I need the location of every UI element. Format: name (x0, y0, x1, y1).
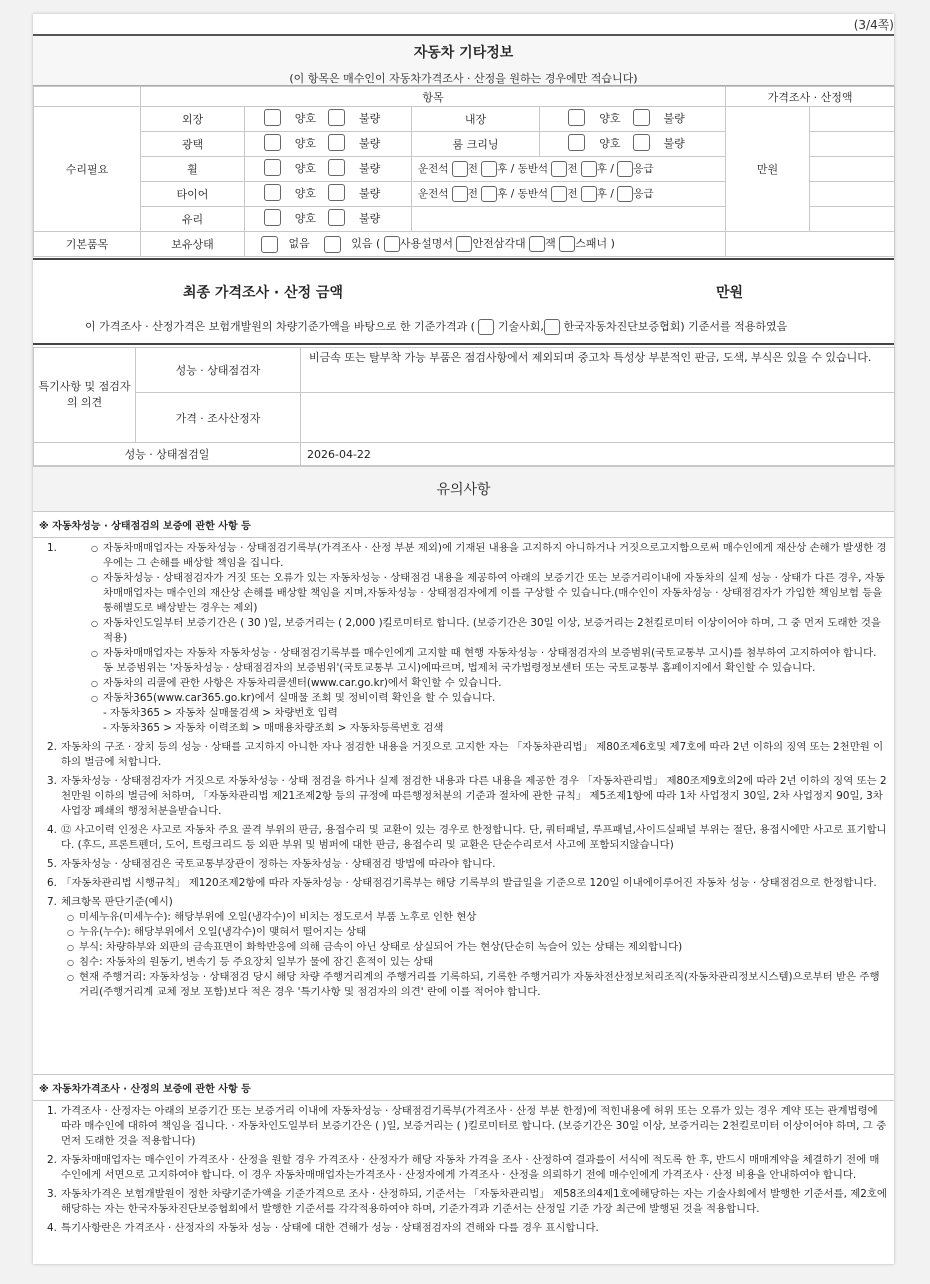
bad-label: 불량 (359, 136, 381, 150)
repair-group-label: 수리필요 (34, 107, 141, 232)
manual-label: 사용설명서 (399, 237, 453, 251)
triangle-label: 안전삼각대 (472, 237, 526, 251)
tire-passenger-front-checkbox[interactable] (551, 186, 567, 202)
page-number: (3/4쪽) (853, 18, 894, 32)
spanner-label: 스패너 ) (575, 237, 615, 251)
list-item (37, 1187, 888, 1217)
gloss-good-checkbox[interactable] (264, 134, 281, 151)
seat-rear-label: 후 / 동반석 (497, 188, 549, 200)
row-room-cleaning: 룸 크리닝 (412, 132, 540, 157)
list-item (37, 774, 888, 819)
item-text: 자동차의 구조 · 장치 등의 성능 · 상태를 고지하지 아니한 자나 점검한 내용을 거짓으로 고지한 자는 「자동차관리법」 제80조제6호및 제7호에 따라 2년 이하의 징역 또는 2천만원 이하의 벌금에 처합니다. (61, 741, 884, 768)
item-number: 1. (47, 1105, 57, 1117)
item-text: 자동차매매업자는 매수인이 가격조사 · 산정을 원할 경우 가격조사 · 산정자가 해당 자동차 가격을 조사 · 산정하여 결과를이 서식에 적도록 한 후, 반드시 매매계약을 체결하기 전에 매수인에게 서면으로 고지하여야 합니다. 이 경우 자동차매매업자는가격조사 · 산정자에게 가격조사 · 산정을 의뢰하기 전에 매수인에게 가격조사 · 산정 비용을 안내하여야 합니다. (61, 1154, 880, 1181)
list-item (37, 823, 888, 853)
exterior-bad-checkbox[interactable] (328, 109, 345, 126)
final-price-note (85, 318, 787, 335)
seat-front-label: 전 (567, 163, 578, 175)
inspector-label: 성능 · 상태점검자 (136, 348, 301, 393)
guide-heading: ※ 자동차가격조사 · 산정의 보증에 관한 사항 등 (33, 1075, 894, 1101)
good-label: 양호 (294, 211, 316, 225)
bad-label: 불량 (663, 136, 685, 150)
glass-bad-checkbox[interactable] (328, 209, 345, 226)
seat-rear-label: 후 / 동반석 (497, 163, 549, 175)
list-item: ○ 부식: 차량하부와 외판의 금속표면이 화학반응에 의해 금속이 아닌 상태로 상실되어 가는 현상(단순히 녹슬어 있는 상태는 제외합니다) (67, 940, 888, 955)
owned-none-checkbox[interactable] (261, 236, 278, 253)
seat-front-label: 전 (467, 188, 478, 200)
col-item-header: 항목 (141, 87, 726, 107)
list-item (37, 541, 888, 736)
seat-rear-label: 후 / (596, 188, 614, 200)
list-item: ○ 자동차의 리콜에 관한 사항은 자동차리콜센터(www.car.go.kr)에서 확인할 수 있습니다. (91, 676, 888, 691)
wheel-bad-checkbox[interactable] (328, 159, 345, 176)
tire-bad-checkbox[interactable] (328, 184, 345, 201)
inspector-opinion: 비금속 또는 탈부착 가능 부품은 점검사항에서 제외되며 중고차 특성상 부분적인 판금, 도색, 부식은 있을 수 있습니다. (301, 348, 895, 393)
list-item (37, 1104, 888, 1149)
list-item: ○ 미세누유(미세누수): 해당부위에 오일(냉각수)이 비치는 정도로서 부품 노후로 인한 현상 (67, 910, 888, 925)
row-tire: 타이어 (141, 182, 245, 207)
item-number: 3. (47, 775, 57, 787)
list-item: ○ 자동차365(www.car365.go.kr)에서 실매물 조회 및 정비이력 확인을 할 수 있습니다. (91, 691, 888, 706)
list-item: ○ 자동차인도일부터 보증기간은 ( 30 )일, 보증거리는 ( 2,000 )킬로미터로 합니다. (보증기간은 30일 이상, 보증거리는 2천킬로미터 이상이어야 하며, 그 중 먼저 도래한 것을 적용) (91, 616, 888, 646)
list-item: ○ 자동차매매업자는 자동차 자동차성능 · 상태점검기록부를 매수인에게 고지할 때 현행 자동차성능 · 상태점검자의 보증범위(국토교통부 고시)를 첨부하여 고지하여야 합니다. 동 보증범위는 '자동차성능 · 상태점검자의 보증범위'(국토교통부 고시)에따르며, 법제처 국가법령정보센터 또는 국토교통부 홈페이지에서 확인할 수 있습니다. (91, 646, 888, 676)
list-item: ○ 자동차매매업자는 자동차성능 · 상태점검기록부(가격조사 · 산정 부분 제외)에 기재된 내용을 고지하지 아니하거나 거짓으로고지함으로써 매수인에게 재산상 손해가 발생한 경우에는 그 손해를 배상할 책임을 집니다. (91, 541, 888, 571)
list-item: ○ 현재 주행거리: 자동차성능 · 상태점검 당시 해당 차량 주행거리계의 주행거리를 기록하되, 기록한 주행거리가 자동차전산정보처리조직(자동차관리정보시스템)으로부터 받은 주행거리(주행거리계 교체 정보 포함)보다 적은 경우 '특기사항 및 점검자의 의견' 란에 이를 적어야 합니다. (67, 970, 888, 1000)
section-subtitle: (이 항목은 매수인이 자동차가격조사 · 산정을 원하는 경우에만 적습니다) (289, 72, 638, 85)
owned-none-label: 없음 (288, 237, 310, 251)
inspection-date-label: 성능 · 상태점검일 (34, 443, 301, 466)
diagnosis-assoc-checkbox[interactable] (544, 319, 560, 335)
list-item (37, 1221, 888, 1236)
room-good-checkbox[interactable] (568, 134, 585, 151)
seat-emergency-label: 응급 (633, 163, 654, 175)
jack-checkbox[interactable] (529, 236, 545, 252)
item-number: 7. (47, 896, 57, 908)
item-text: 체크항목 판단기준(예시) (61, 896, 173, 908)
list-item: ○ 누유(누수): 해당부위에서 오일(냉각수)이 맺혀서 떨어지는 상태 (67, 925, 888, 940)
bad-label: 불량 (359, 111, 381, 125)
inspection-date-value: 2026-04-22 (301, 443, 895, 466)
guide-price (33, 1074, 894, 1240)
final-price-section (33, 258, 894, 345)
row-wheel: 휠 (141, 157, 245, 182)
notice-title: 유의사항 (33, 466, 894, 512)
list-item (37, 740, 888, 770)
good-label: 양호 (599, 111, 621, 125)
tire-good-checkbox[interactable] (264, 184, 281, 201)
list-item: - 자동차365 > 자동차 이력조회 > 매매용차량조회 > 자동차등록번호 검색 (103, 722, 444, 734)
wheel-emergency-checkbox[interactable] (617, 161, 633, 177)
item-number: 4. (47, 824, 57, 836)
seat-driver-label: 운전석 (418, 188, 449, 200)
owned-have-checkbox[interactable] (324, 236, 341, 253)
seat-driver-label: 운전석 (418, 163, 449, 175)
item-text: 자동차성능 · 상태점검자가 거짓으로 자동차성능 · 상태 점검을 하거나 실제 점검한 내용과 다른 내용을 제공한 경우 「자동차관리법」 제80조제9호의2에 따라 2년 이하의 징역 또는 2천만원 이하의 벌금에 처하며, 「자동차관리법 제21조제2항 등의 규정에 따른행정처분의 기준과 절차에 관한 규칙」 제5조제1항에 따라 1차 사업정지 30일, 2차 사업정지 90일, 3차 사업장 폐쇄의 행정처분을받습니다. (61, 775, 887, 817)
note-text: 한국자동차진단보증협회) 기준서를 적용하였음 (563, 320, 788, 333)
price-unit: 만원 (726, 107, 810, 232)
item-number: 1. (47, 542, 57, 554)
bad-label: 불량 (359, 161, 381, 175)
guide-heading: ※ 자동차성능 · 상태점검의 보증에 관한 사항 등 (33, 512, 894, 538)
appraiser-label: 가격 · 조사산정자 (136, 393, 301, 443)
row-exterior: 외장 (141, 107, 245, 132)
item-text: 특기사항란은 가격조사 · 산정자의 자동차 성능 · 상태에 대한 견해가 성능 · 상태점검자의 견해와 다를 경우 표시합니다. (61, 1222, 599, 1234)
room-bad-checkbox[interactable] (633, 134, 650, 151)
tire-emergency-checkbox[interactable] (617, 186, 633, 202)
row-owned: 보유상태 (141, 232, 245, 257)
good-label: 양호 (294, 136, 316, 150)
item-text: 가격조사 · 산정자는 아래의 보증기간 또는 보증거리 이내에 자동차성능 · 상태점검기록부(가격조사 · 산정 부분 한정)에 적힌내용에 허위 또는 오류가 있는 경우 계약 또는 관계법령에 따라 매수인에 대하여 책임을 집니다. · 자동차인도일부터 보증기간은 ( )일, 보증거리는 ( )킬로미터로 합니다. (보증기간은 30일 이상, 보증거리는 2천킬로미터 이상이어야 하며, 그 중 먼저 도래한 것을 적용합니다) (61, 1105, 887, 1147)
jack-label: 잭 (545, 237, 556, 251)
item-text: 「자동차관리법 시행규칙」 제120조제2항에 따라 자동차성능 · 상태점검기록부는 해당 기록부의 발급일을 기준으로 120일 이내에이루어진 자동차 성능 · 상태점검으로 한정합니다. (61, 877, 877, 889)
seat-emergency-label: 응급 (633, 188, 654, 200)
tire-driver-front-checkbox[interactable] (452, 186, 468, 202)
list-item: - 자동차365 > 자동차 실매물검색 > 차량번호 입력 (103, 707, 338, 719)
tire-driver-rear-checkbox[interactable] (481, 186, 497, 202)
interior-bad-checkbox[interactable] (633, 109, 650, 126)
list-item (37, 1153, 888, 1183)
bad-label: 불량 (359, 211, 381, 225)
owned-have-label: 있음 ( (351, 237, 381, 251)
basic-group-label: 기본품목 (34, 232, 141, 257)
final-price-unit: 만원 (716, 285, 744, 301)
item-number: 5. (47, 858, 57, 870)
triangle-checkbox[interactable] (456, 236, 472, 252)
seat-front-label: 전 (567, 188, 578, 200)
special-group-label: 특기사항 및 점검자의 의견 (34, 348, 136, 443)
section-header (33, 34, 894, 86)
bad-label: 불량 (359, 186, 381, 200)
list-item (37, 895, 888, 1000)
seat-front-label: 전 (467, 163, 478, 175)
note-text: 기술사회, (497, 320, 544, 333)
item-number: 2. (47, 1154, 57, 1166)
row-interior: 내장 (412, 107, 540, 132)
good-label: 양호 (294, 186, 316, 200)
good-label: 양호 (294, 111, 316, 125)
item-number: 6. (47, 877, 57, 889)
good-label: 양호 (294, 161, 316, 175)
note-text: 이 가격조사 · 산정가격은 보험개발원의 차량기준가액을 바탕으로 한 기준가격과 ( (85, 320, 475, 333)
etc-info-table (33, 86, 894, 257)
wheel-driver-rear-checkbox[interactable] (481, 161, 497, 177)
item-text: ⑫ 사고이력 인정은 사고로 자동차 주요 골격 부위의 판금, 용접수리 및 교환이 있는 경우로 한정합니다. 단, 쿼터패널, 루프패널,사이드실패널 부위는 절단, 용접시에만 사고로 표기합니다. (후드, 프론트펜더, 도어, 트렁크리드 등 외판 부위 및 범퍼에 대한 판금, 용접수리 및 교환은 단순수리로서 사고에 포함되지않습니다) (61, 824, 887, 851)
gloss-bad-checkbox[interactable] (328, 134, 345, 151)
tire-passenger-rear-checkbox[interactable] (581, 186, 597, 202)
row-gloss: 광택 (141, 132, 245, 157)
glass-good-checkbox[interactable] (264, 209, 281, 226)
item-number: 4. (47, 1222, 57, 1234)
spanner-checkbox[interactable] (559, 236, 575, 252)
item-number: 2. (47, 741, 57, 753)
good-label: 양호 (599, 136, 621, 150)
bad-label: 불량 (663, 111, 685, 125)
list-item (37, 857, 888, 872)
list-item: ○ 자동차성능 · 상태점검자가 거짓 또는 오류가 있는 자동차성능 · 상태점검 내용을 제공하여 아래의 보증기간 또는 보증거리이내에 자동차의 실제 성능 · 상태가 다른 경우, 자동차매매업자는 매수인의 재산상 손해를 배상할 책임을 지며,자동차성능 · 상태점검자에게 이를 구상할 수 있습니다.(매수인이 자동차성능 · 상태점검자가 가입한 책임보험 등을 통해별도로 배상받는 경우는 제외) (91, 571, 888, 616)
list-item (37, 876, 888, 891)
exterior-good-checkbox[interactable] (264, 109, 281, 126)
special-notes-table (33, 347, 894, 466)
item-text: 자동차가격은 보험개발원이 정한 차량기준가액을 기준가격으로 조사 · 산정하되, 기준서는 「자동차관리법」 제58조의4제1호에해당하는 자는 기술사회에서 발행한 기준서를, 제2호에 해당하는 자는 한국자동차진단보증협회에서 발행한 기준서를 각각적용하여야 하며, 기준가격과 기준서는 산정일 기준 가장 최근에 발행된 것을 적용합니다. (61, 1188, 887, 1215)
guide-performance (33, 512, 894, 1000)
document-page (33, 14, 894, 1264)
final-price-label: 최종 가격조사 · 산정 금액 (183, 285, 344, 301)
wheel-passenger-rear-checkbox[interactable] (581, 161, 597, 177)
interior-good-checkbox[interactable] (568, 109, 585, 126)
section-title: 자동차 기타정보 (413, 45, 514, 61)
col-price-header: 가격조사 · 산정액 (726, 87, 895, 107)
engineer-society-checkbox[interactable] (478, 319, 494, 335)
item-text: 자동차성능 · 상태점검은 국토교통부장관이 정하는 자동차성능 · 상태점검 방법에 따라야 합니다. (61, 858, 496, 870)
seat-rear-label: 후 / (596, 163, 614, 175)
item-number: 3. (47, 1188, 57, 1200)
wheel-good-checkbox[interactable] (264, 159, 281, 176)
wheel-passenger-front-checkbox[interactable] (551, 161, 567, 177)
list-item: ○ 침수: 자동차의 원동기, 변속기 등 주요장치 일부가 물에 잠긴 흔적이 있는 상태 (67, 955, 888, 970)
appraiser-opinion (301, 393, 895, 443)
row-glass: 유리 (141, 207, 245, 232)
wheel-driver-front-checkbox[interactable] (452, 161, 468, 177)
manual-checkbox[interactable] (384, 236, 400, 252)
